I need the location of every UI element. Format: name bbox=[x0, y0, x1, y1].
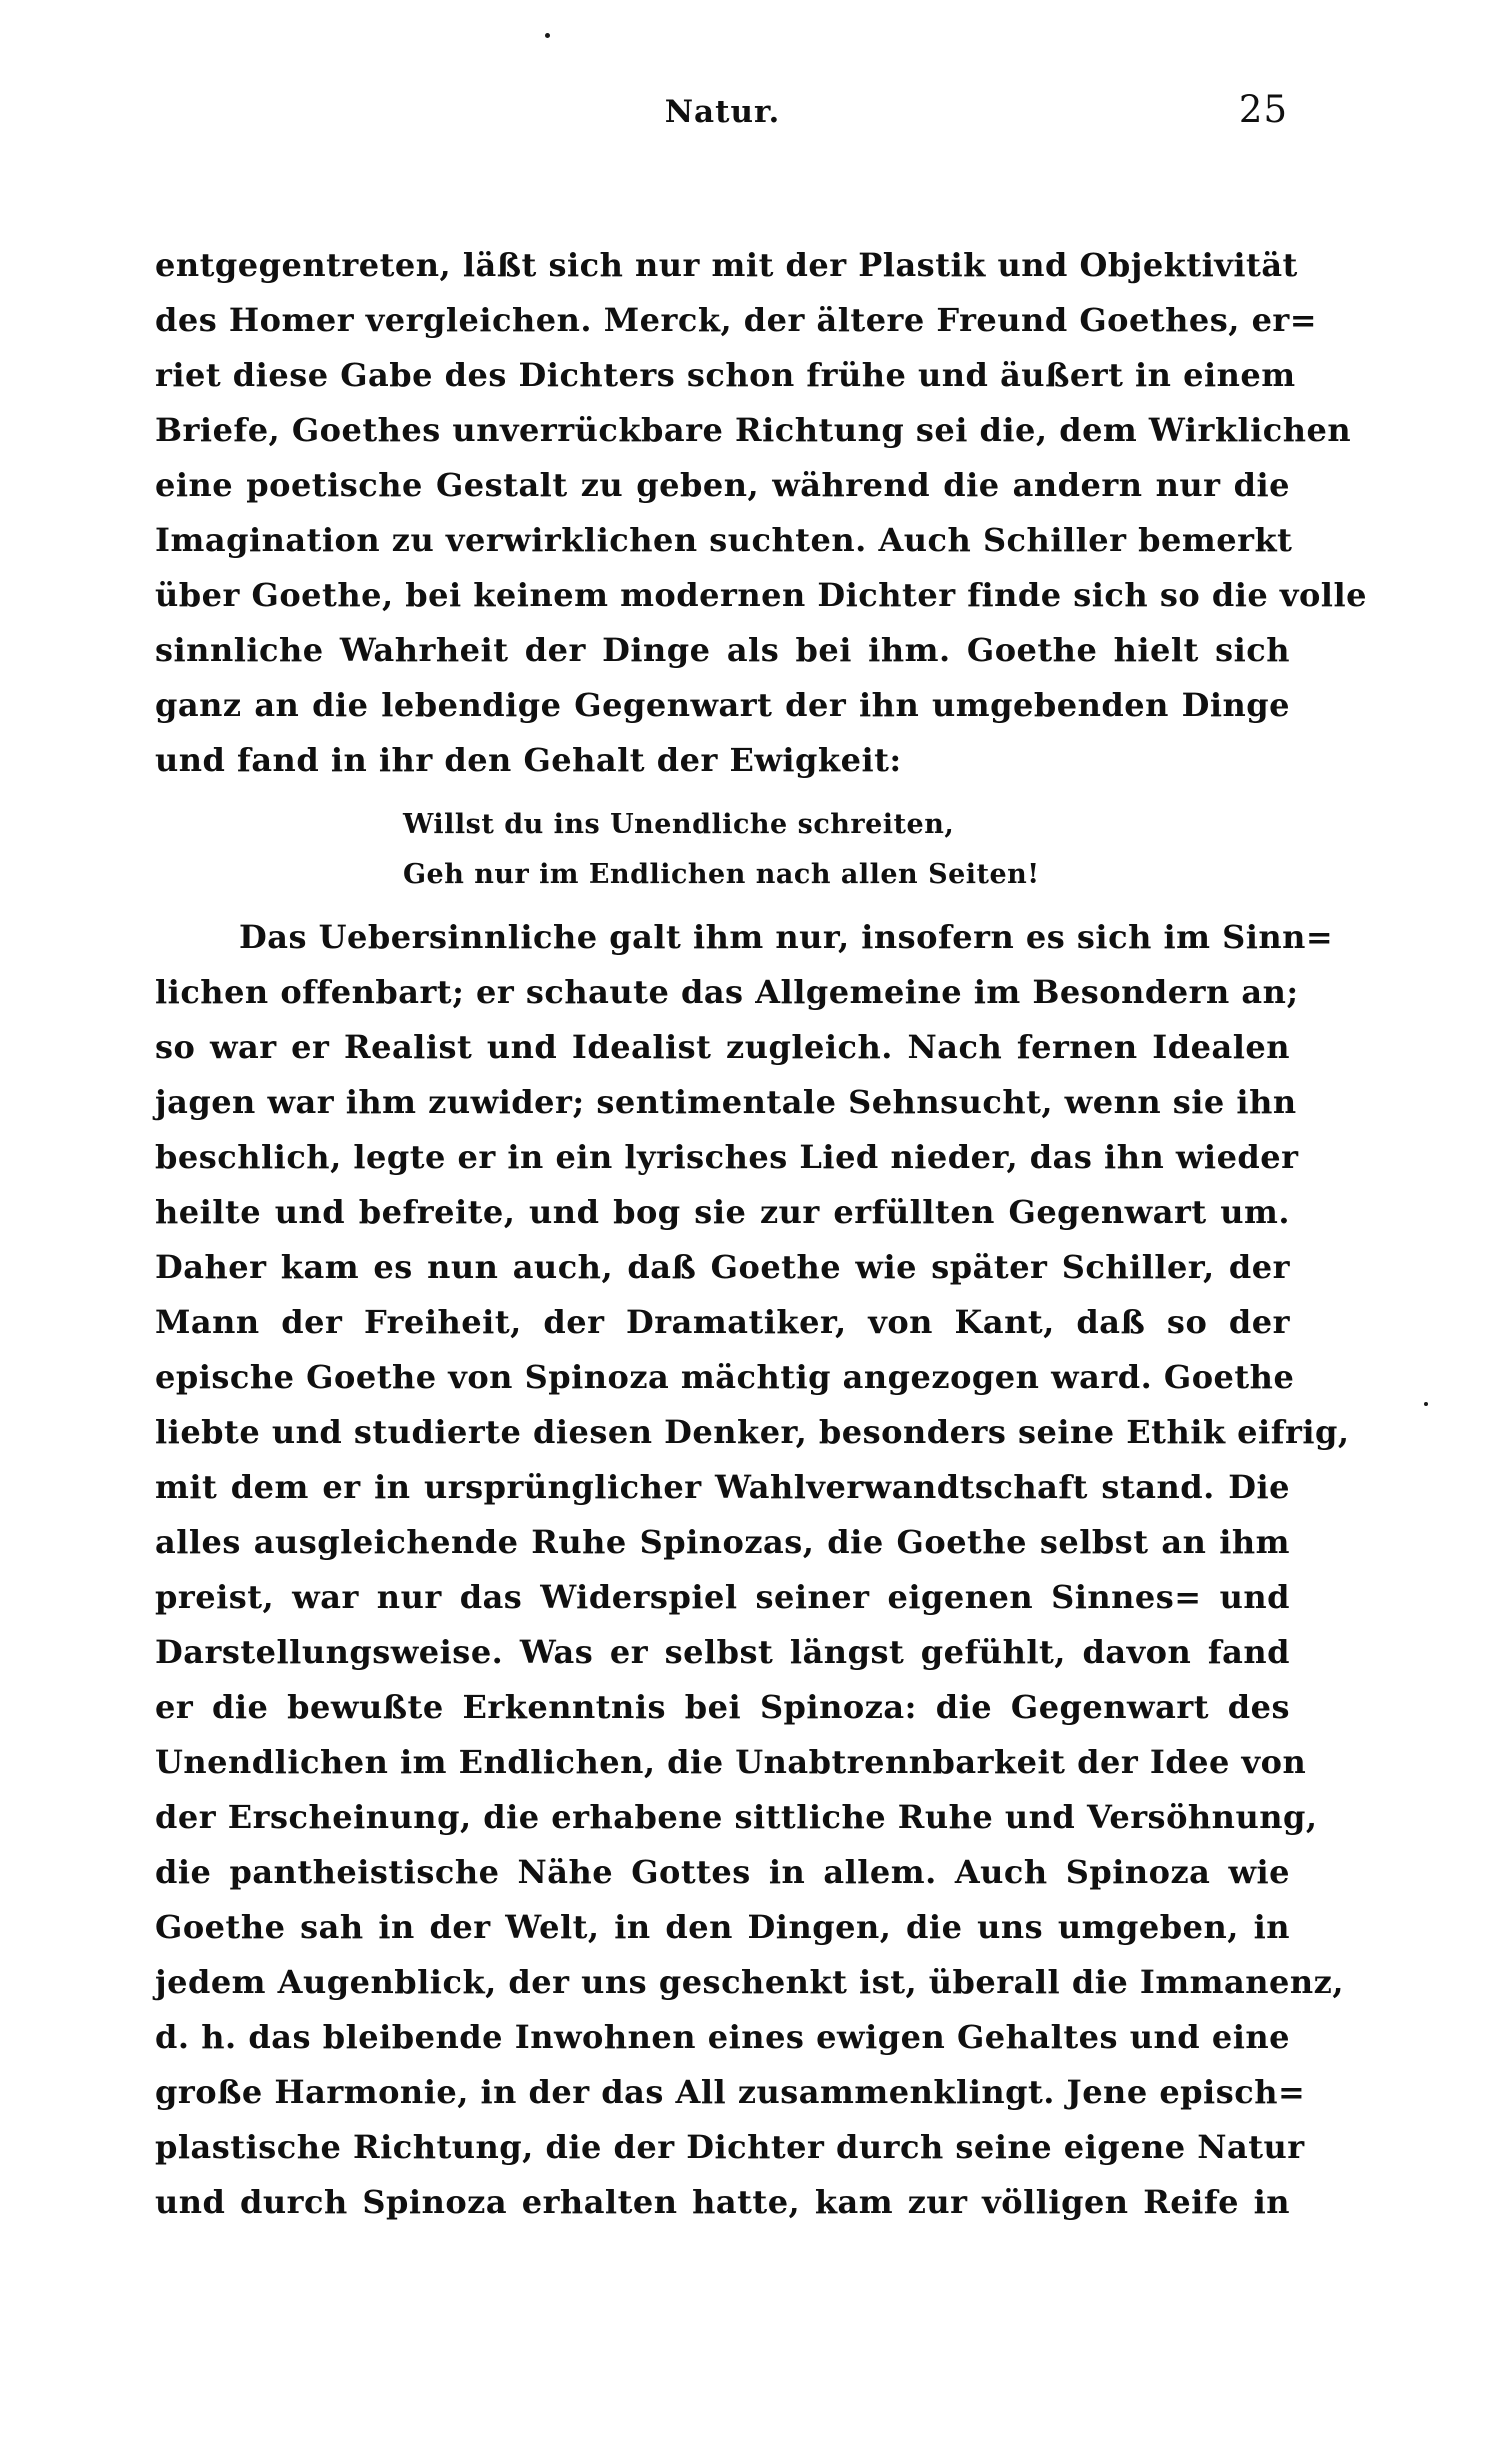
text-line: Goethe sah in der Welt, in den Dingen, die uns umgeben, in bbox=[155, 1908, 1290, 1946]
page-header bbox=[155, 88, 1290, 142]
text-line: preist, war nur das Widerspiel seiner eigenen Sinnes= und bbox=[155, 1578, 1290, 1616]
text-line: beschlich, legte er in ein lyrisches Lied nieder, das ihn wieder bbox=[155, 1138, 1299, 1176]
text-line: Darstellungsweise. Was er selbst längst gefühlt, davon fand bbox=[155, 1633, 1290, 1671]
text-line: Unendlichen im Endlichen, die Unabtrennbarkeit der Idee von bbox=[155, 1743, 1307, 1781]
paragraph-2 bbox=[155, 910, 1350, 2230]
text-line: liebte und studierte diesen Denker, besonders seine Ethik eifrig, bbox=[155, 1413, 1350, 1451]
text-line: Daher kam es nun auch, daß Goethe wie später Schiller, der bbox=[155, 1248, 1290, 1286]
ink-speck bbox=[545, 33, 550, 38]
verse-line: Geh nur im Endlichen nach allen Seiten! bbox=[403, 859, 1040, 890]
page-number: 25 bbox=[1238, 88, 1288, 131]
text-line: der Erscheinung, die erhabene sittliche Ruhe und Versöhnung, bbox=[155, 1798, 1318, 1836]
text-line: riet diese Gabe des Dichters schon frühe und äußert in einem bbox=[155, 356, 1296, 394]
text-line: die pantheistische Nähe Gottes in allem. Auch Spinoza wie bbox=[155, 1853, 1290, 1891]
text-line: so war er Realist und Idealist zugleich. Nach fernen Idealen bbox=[155, 1028, 1290, 1066]
ink-speck bbox=[1424, 1402, 1428, 1406]
text-line: große Harmonie, in der das All zusammenklingt. Jene episch= bbox=[155, 2073, 1306, 2111]
running-title: Natur. bbox=[664, 94, 781, 130]
text-line: epische Goethe von Spinoza mächtig angezogen ward. Goethe bbox=[155, 1358, 1295, 1396]
text-line: jagen war ihm zuwider; sentimentale Sehnsucht, wenn sie ihn bbox=[155, 1083, 1297, 1121]
text-line: Das Uebersinnliche galt ihm nur, insofern es sich im Sinn= bbox=[239, 918, 1334, 956]
text-line: jedem Augenblick, der uns geschenkt ist, überall die Immanenz, bbox=[155, 1963, 1344, 2001]
text-line: eine poetische Gestalt zu geben, während die andern nur die bbox=[155, 466, 1290, 504]
verse-line: Willst du ins Unendliche schreiten, bbox=[403, 809, 955, 840]
text-line: ganz an die lebendige Gegenwart der ihn umgebenden Dinge bbox=[155, 686, 1290, 724]
text-line: alles ausgleichende Ruhe Spinozas, die Goethe selbst an ihm bbox=[155, 1523, 1290, 1561]
text-line: über Goethe, bei keinem modernen Dichter finde sich so die volle bbox=[155, 576, 1367, 614]
text-line: er die bewußte Erkenntnis bei Spinoza: die Gegenwart des bbox=[155, 1688, 1290, 1726]
verse-quotation bbox=[403, 800, 1290, 900]
text-line: d. h. das bleibende Inwohnen eines ewigen Gehaltes und eine bbox=[155, 2018, 1290, 2056]
text-line: mit dem er in ursprünglicher Wahlverwandtschaft stand. Die bbox=[155, 1468, 1290, 1506]
text-line: plastische Richtung, die der Dichter durch seine eigene Natur bbox=[155, 2128, 1305, 2166]
text-line: heilte und befreite, und bog sie zur erfüllten Gegenwart um. bbox=[155, 1193, 1290, 1231]
text-line: lichen offenbart; er schaute das Allgemeine im Besondern an; bbox=[155, 973, 1299, 1011]
text-line: und durch Spinoza erhalten hatte, kam zur völligen Reife in bbox=[155, 2183, 1290, 2221]
text-line: des Homer vergleichen. Merck, der ältere Freund Goethes, er= bbox=[155, 301, 1318, 339]
text-line: sinnliche Wahrheit der Dinge als bei ihm. Goethe hielt sich bbox=[155, 631, 1290, 669]
text-line: Briefe, Goethes unverrückbare Richtung sei die, dem Wirklichen bbox=[155, 411, 1352, 449]
paragraph-1 bbox=[155, 238, 1367, 788]
text-line: Mann der Freiheit, der Dramatiker, von Kant, daß so der bbox=[155, 1303, 1290, 1341]
body-text bbox=[155, 238, 1367, 2230]
text-line: entgegentreten, läßt sich nur mit der Plastik und Objektivität bbox=[155, 246, 1298, 284]
text-line: Imagination zu verwirklichen suchten. Auch Schiller bemerkt bbox=[155, 521, 1293, 559]
text-line: und fand in ihr den Gehalt der Ewigkeit: bbox=[155, 741, 902, 779]
